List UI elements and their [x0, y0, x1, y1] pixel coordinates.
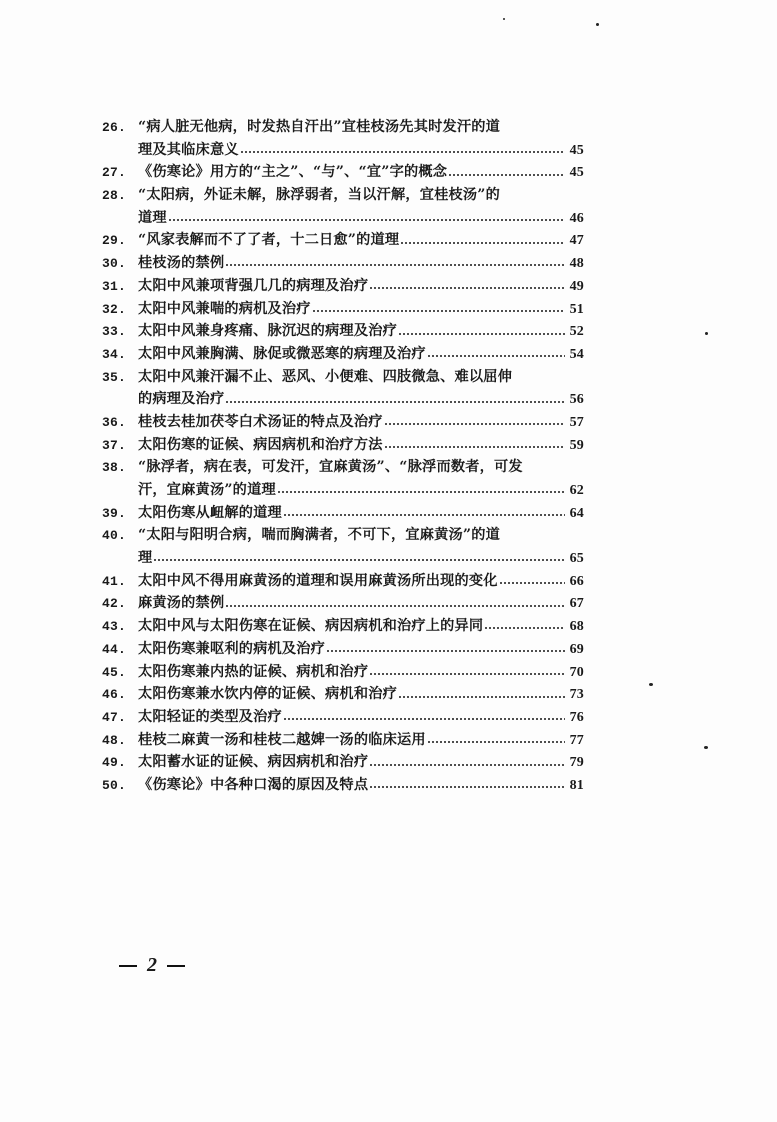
- toc-entry[interactable]: [102, 116, 584, 161]
- toc-entry[interactable]: [102, 252, 584, 275]
- entry-number: 33.: [102, 324, 127, 340]
- entry-title: 太阳伤寒从衄解的道理: [138, 504, 282, 521]
- entry-title: 太阳中风与太阳伤寒在证候、病因病机和治疗上的异同: [138, 618, 484, 635]
- toc-entry-line: [102, 502, 584, 525]
- toc-entry-line: [102, 706, 584, 729]
- entry-title: “脉浮者，病在表，可发汗，宜麻黄汤”、“脉浮而数者，可发: [138, 459, 523, 476]
- entry-page-number: 64: [569, 505, 584, 521]
- entry-page-number: 51: [569, 301, 584, 317]
- dot-leader: [499, 578, 565, 588]
- toc-entry[interactable]: [102, 184, 584, 229]
- toc-entry-line: [102, 547, 584, 570]
- toc-entry-line: [102, 751, 584, 774]
- toc-entry[interactable]: [102, 661, 584, 684]
- entry-number: 39.: [102, 505, 127, 521]
- entry-page-number: 69: [569, 641, 584, 657]
- toc-entry[interactable]: [102, 343, 584, 366]
- entry-title: 《伤寒论》中各种口渴的原因及特点: [138, 776, 369, 793]
- entry-page-number: 47: [569, 233, 584, 249]
- entry-page-number: 57: [569, 414, 584, 430]
- entry-title: 太阳中风兼汗漏不止、恶风、小便难、四肢微急、难以屈伸: [138, 368, 513, 385]
- toc-entry-line: [102, 524, 584, 547]
- entry-number: 35.: [102, 369, 127, 385]
- dot-leader: [225, 397, 565, 407]
- dot-leader: [168, 215, 565, 225]
- entry-page-number: 46: [569, 210, 584, 226]
- dot-leader: [283, 510, 565, 520]
- table-of-contents: [102, 116, 584, 797]
- entry-page-number: 77: [569, 732, 584, 748]
- toc-entry-line: [102, 161, 584, 184]
- entry-title: 桂枝去桂加茯苓白术汤证的特点及治疗: [138, 413, 383, 430]
- entry-title: “病人脏无他病，时发热自汗出”宜桂枝汤先其时发汗的道: [138, 119, 501, 135]
- entry-number: 26.: [102, 120, 127, 135]
- entry-title: 太阳伤寒兼呕利的病机及治疗: [138, 640, 326, 657]
- dot-leader: [484, 623, 565, 633]
- dot-leader: [400, 238, 565, 248]
- scan-speck: [596, 23, 599, 26]
- toc-entry-line: [102, 683, 584, 706]
- dot-leader: [277, 487, 565, 497]
- entry-number: 32.: [102, 301, 127, 317]
- entry-number: 47.: [102, 709, 127, 725]
- toc-entry[interactable]: [102, 706, 584, 729]
- entry-page-number: 49: [569, 278, 584, 294]
- entry-number: 42.: [102, 596, 127, 612]
- dot-leader: [398, 329, 565, 339]
- entry-title: “风家表解而不了了者，十二日愈”的道理: [138, 232, 400, 249]
- toc-entry[interactable]: [102, 592, 584, 615]
- entry-number: 44.: [102, 641, 127, 657]
- scan-speck: [704, 746, 708, 749]
- dot-leader: [369, 782, 565, 792]
- entry-title: 道理: [138, 209, 167, 226]
- footer-dash-right: [167, 965, 185, 967]
- entry-page-number: 76: [569, 709, 584, 725]
- dot-leader: [427, 737, 565, 747]
- entry-number: 50.: [102, 777, 127, 793]
- toc-entry[interactable]: [102, 638, 584, 661]
- entry-title: 太阳蓄水证的证候、病因病机和治疗: [138, 754, 369, 771]
- entry-title: 太阳中风不得用麻黄汤的道理和误用麻黄汤所出现的变化: [138, 572, 498, 589]
- toc-entry[interactable]: [102, 411, 584, 434]
- scan-speck: [705, 332, 708, 335]
- dot-leader: [225, 260, 565, 270]
- scan-speck: [503, 18, 505, 20]
- toc-entry[interactable]: [102, 683, 584, 706]
- entry-number: 41.: [102, 573, 127, 589]
- entry-title: 太阳中风兼胸满、脉促或微恶寒的病理及治疗: [138, 345, 426, 362]
- entry-title: 太阳伤寒的证候、病因病机和治疗方法: [138, 436, 383, 453]
- dot-leader: [225, 601, 565, 611]
- toc-entry[interactable]: [102, 615, 584, 638]
- entry-title: 麻黄汤的禁例: [138, 595, 225, 612]
- entry-page-number: 52: [569, 324, 584, 340]
- entry-page-number: 62: [569, 483, 584, 498]
- toc-entry[interactable]: [102, 729, 584, 752]
- dot-leader: [427, 351, 565, 361]
- toc-entry-line: [102, 207, 584, 230]
- toc-entry-line: [102, 411, 584, 434]
- entry-title: 太阳伤寒兼水饮内停的证候、病机和治疗: [138, 686, 397, 703]
- entry-number: 43.: [102, 619, 127, 635]
- toc-entry[interactable]: [102, 229, 584, 252]
- entry-page-number: 79: [569, 755, 584, 771]
- entry-number: 30.: [102, 256, 127, 272]
- toc-entry-line: [102, 366, 584, 389]
- entry-title: 太阳中风兼项背强几几的病理及治疗: [138, 277, 369, 294]
- entry-number: 29.: [102, 233, 127, 249]
- toc-entry-line: [102, 184, 584, 207]
- entry-number: 31.: [102, 278, 127, 294]
- toc-entry-line: [102, 343, 584, 366]
- entry-title: 《伤寒论》用方的“主之”、“与”、“宜”字的概念: [138, 164, 448, 181]
- dot-leader: [153, 555, 565, 565]
- dot-leader: [369, 669, 565, 679]
- dot-leader: [398, 692, 565, 702]
- toc-entry-line: [102, 139, 584, 162]
- toc-entry-line: [102, 116, 584, 139]
- toc-entry-line: [102, 320, 584, 343]
- entry-page-number: 65: [569, 551, 584, 567]
- page-footer: [119, 954, 185, 977]
- entry-title: 太阳伤寒兼内热的证候、病机和治疗: [138, 663, 369, 680]
- entry-title: 太阳中风兼身疼痛、脉沉迟的病理及治疗: [138, 323, 397, 340]
- toc-entry[interactable]: [102, 366, 584, 411]
- entry-page-number: 45: [569, 142, 584, 158]
- toc-entry[interactable]: [102, 502, 584, 525]
- entry-number: 48.: [102, 732, 127, 748]
- entry-number: 38.: [102, 460, 127, 476]
- toc-entry-line: [102, 615, 584, 638]
- entry-page-number: 66: [569, 573, 584, 589]
- footer-dash-left: [119, 965, 137, 967]
- toc-entry-line: [102, 434, 584, 457]
- entry-number: 40.: [102, 528, 127, 544]
- dot-leader: [369, 283, 565, 293]
- entry-number: 27.: [102, 165, 127, 181]
- entry-page-number: 68: [569, 619, 584, 635]
- dot-leader: [448, 170, 565, 180]
- toc-entry[interactable]: [102, 570, 584, 593]
- toc-entry-line: [102, 388, 584, 411]
- entry-number: 46.: [102, 687, 127, 703]
- entry-page-number: 73: [569, 687, 584, 703]
- toc-entry-line: [102, 570, 584, 593]
- entry-page-number: 54: [569, 346, 584, 362]
- toc-entry-line: [102, 592, 584, 615]
- entry-title: 太阳中风兼喘的病机及治疗: [138, 300, 311, 317]
- entry-title: “太阳病，外证未解，脉浮弱者，当以汗解，宜桂枝汤”的: [138, 187, 501, 204]
- toc-entry[interactable]: [102, 298, 584, 321]
- toc-entry-line: [102, 479, 584, 502]
- entry-page-number: 67: [569, 596, 584, 612]
- dot-leader: [384, 419, 565, 429]
- toc-entry-line: [102, 252, 584, 275]
- page-number: 2: [147, 954, 157, 976]
- entry-number: 45.: [102, 664, 127, 680]
- scan-speck: [649, 683, 653, 686]
- entry-page-number: 45: [569, 165, 584, 181]
- entry-page-number: 59: [569, 437, 584, 453]
- entry-title: “太阳与阳明合病，喘而胸满者，不可下，宜麻黄汤”的道: [138, 527, 501, 544]
- entry-page-number: 48: [569, 256, 584, 272]
- entry-title: 汗，宜麻黄汤”的道理: [138, 482, 276, 498]
- entry-number: 49.: [102, 755, 127, 771]
- entry-page-number: 70: [569, 664, 584, 680]
- toc-entry-line: [102, 275, 584, 298]
- toc-entry-line: [102, 661, 584, 684]
- toc-entry-line: [102, 729, 584, 752]
- toc-entry[interactable]: [102, 434, 584, 457]
- toc-entry-line: [102, 229, 584, 252]
- toc-entry-line: [102, 456, 584, 479]
- dot-leader: [384, 442, 565, 452]
- entry-title: 的病理及治疗: [138, 391, 225, 408]
- entry-number: 37.: [102, 437, 127, 453]
- toc-entry[interactable]: [102, 456, 584, 501]
- dot-leader: [312, 306, 565, 316]
- toc-entry-line: [102, 638, 584, 661]
- entry-title: 桂枝汤的禁例: [138, 255, 225, 272]
- toc-entry[interactable]: [102, 524, 584, 569]
- entry-title: 理: [138, 550, 153, 567]
- toc-entry[interactable]: [102, 320, 584, 343]
- entry-title: 桂枝二麻黄一汤和桂枝二越婢一汤的临床运用: [138, 731, 426, 748]
- entry-title: 太阳轻证的类型及治疗: [138, 708, 282, 725]
- entry-page-number: 56: [569, 392, 584, 408]
- dot-leader: [326, 646, 565, 656]
- toc-entry[interactable]: [102, 751, 584, 774]
- entry-page-number: 81: [569, 777, 584, 793]
- dot-leader: [283, 714, 565, 724]
- entry-number: 36.: [102, 414, 127, 430]
- dot-leader: [369, 760, 565, 770]
- entry-title: 理及其临床意义: [138, 141, 239, 158]
- entry-number: 28.: [102, 188, 127, 204]
- toc-entry[interactable]: [102, 161, 584, 184]
- toc-entry[interactable]: [102, 774, 584, 797]
- entry-number: 34.: [102, 346, 127, 362]
- toc-entry[interactable]: [102, 275, 584, 298]
- dot-leader: [240, 147, 565, 157]
- toc-entry-line: [102, 774, 584, 797]
- toc-entry-line: [102, 298, 584, 321]
